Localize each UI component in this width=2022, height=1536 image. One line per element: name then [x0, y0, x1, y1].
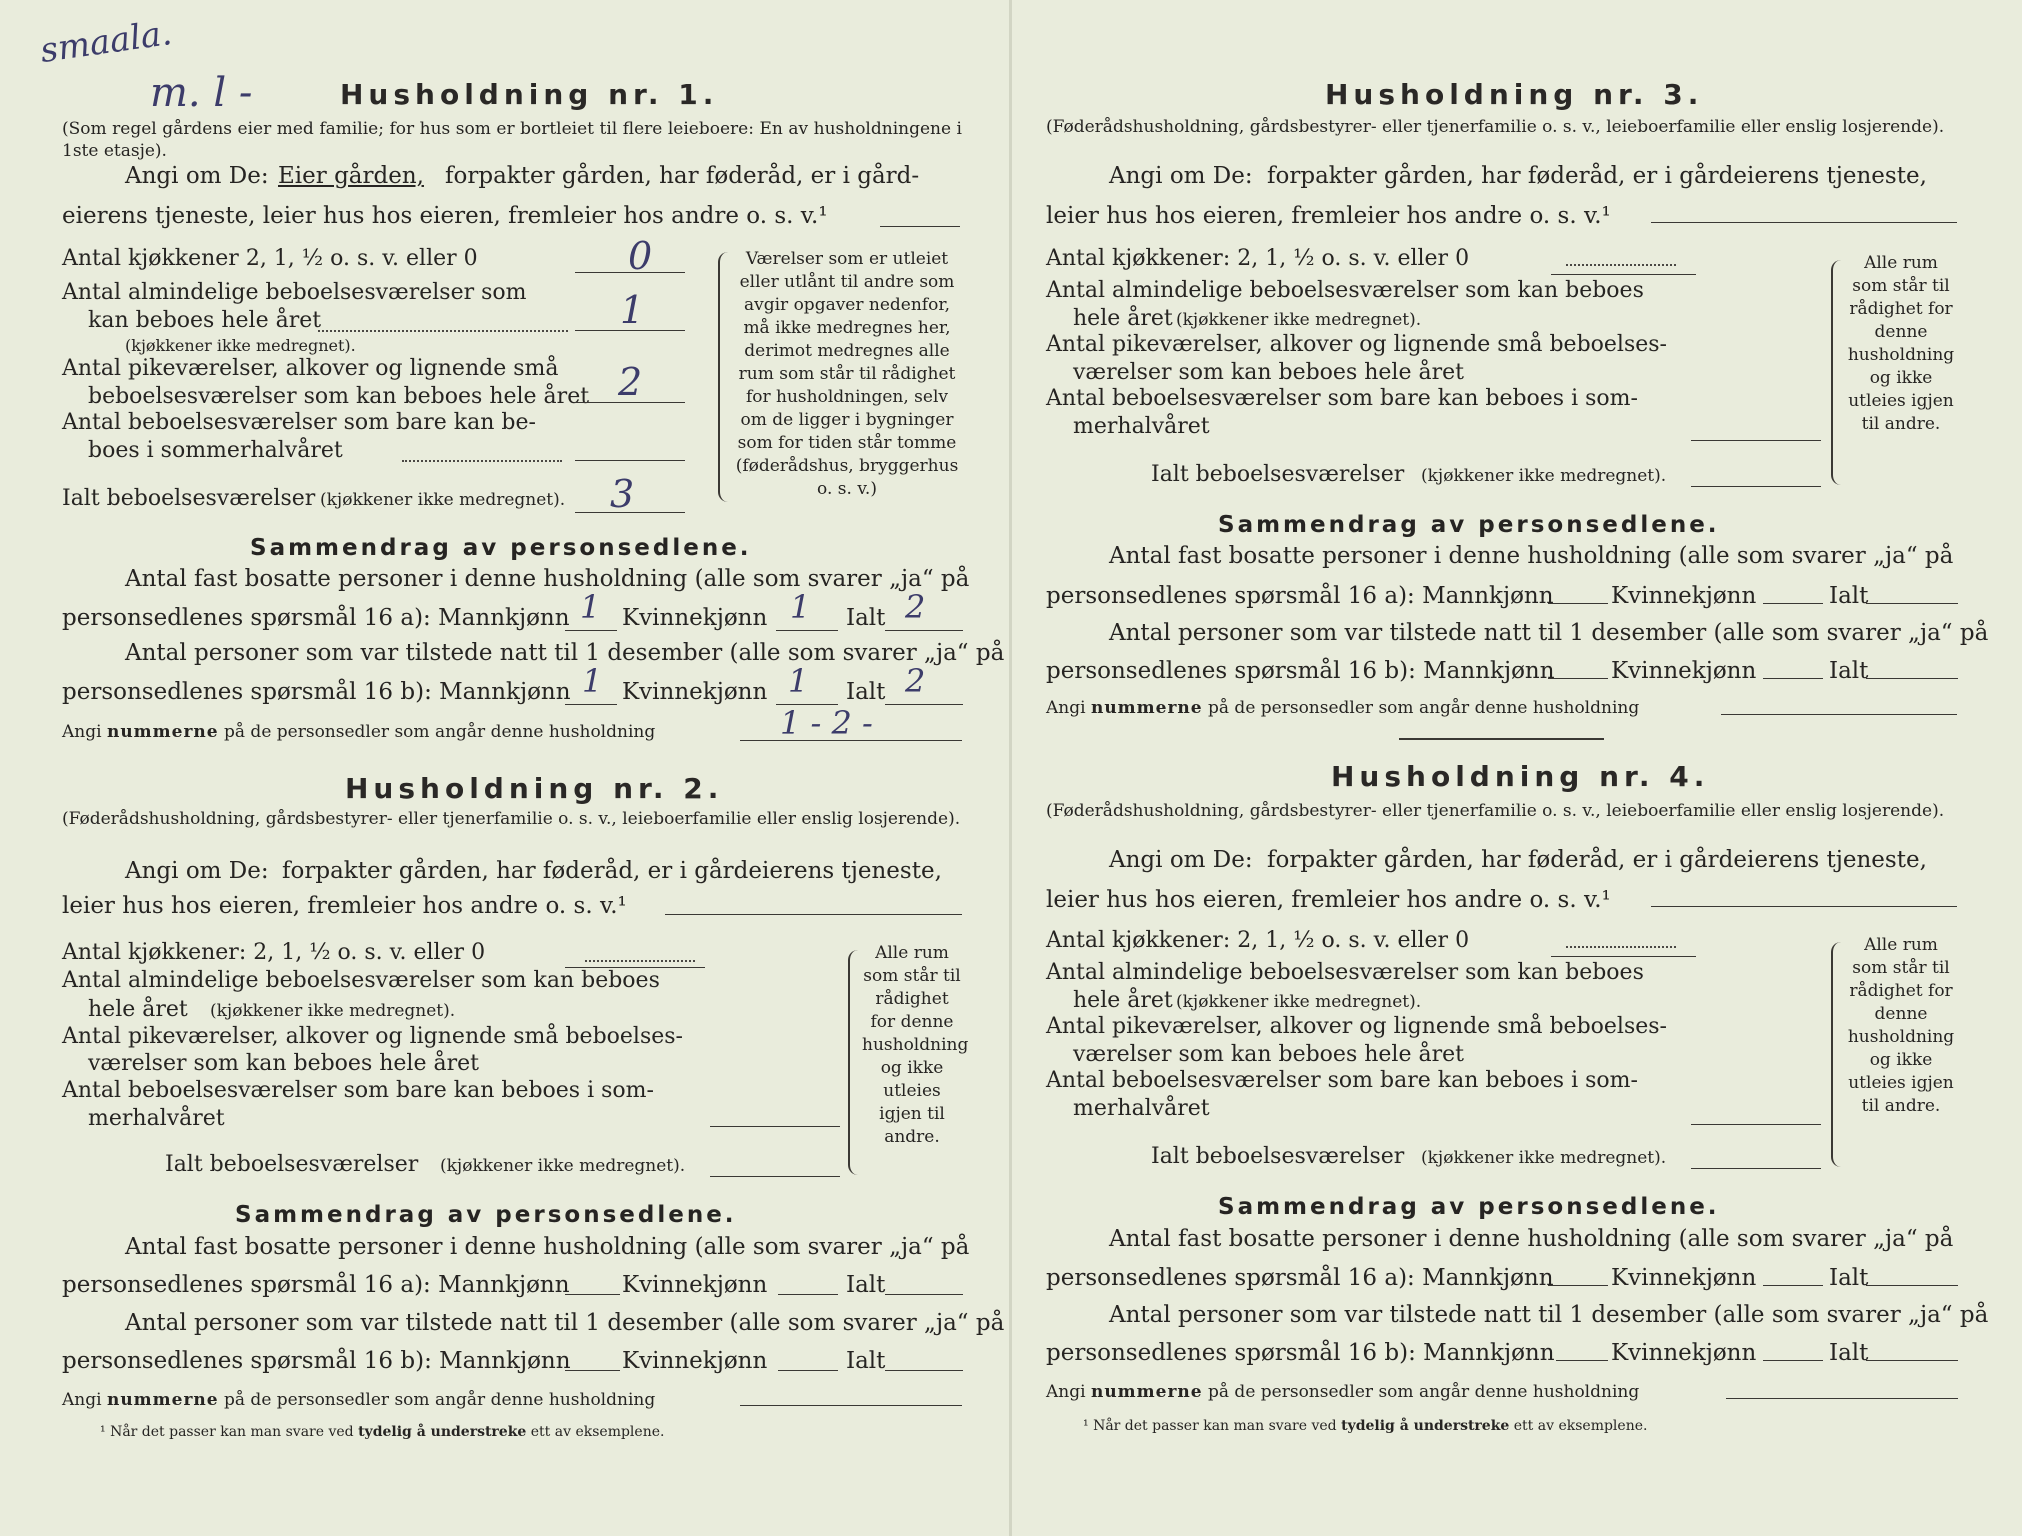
- h1-alm-2: kan beboes hele året: [88, 308, 322, 333]
- h1-fast-m: 1: [580, 588, 601, 626]
- h3-title: Husholdning nr. 3.: [1325, 78, 1704, 111]
- h3-sommer-2: merhalvåret: [1073, 414, 1210, 439]
- h3-sommer-1: Antal beboelsesværelser som bare kan beboes i som-: [1046, 386, 1638, 411]
- h2-sommer-2: merhalvåret: [88, 1106, 225, 1131]
- h1-til-m: 1: [582, 662, 603, 700]
- margin-note-second: m. l -: [150, 70, 253, 116]
- h2-alm-1: Antal almindelige beboelsesværelser som kan beboes: [62, 968, 660, 993]
- h1-ialt-label: Ialt beboelsesværelser: [62, 486, 316, 511]
- h4-pike-2: værelser som kan beboes hele året: [1073, 1042, 1464, 1067]
- h1-pike-answer: 2: [618, 360, 643, 404]
- h2-nummer-line: Angi nummerne på de personsedler som angår denne husholdning: [62, 1390, 656, 1410]
- h1-angi-rest: forpakter gården, har føderåd, er i gård-: [445, 163, 920, 189]
- h3-fast-a: Antal fast bosatte personer i denne husholdning (alle som svarer „ja“ på: [1109, 543, 1954, 569]
- h2-angi-l2: leier hus hos eieren, fremleier hos andre o. s. v.¹: [62, 893, 627, 919]
- h4-fast-b: personsedlenes spørsmål 16 a): Mannkjønn: [1046, 1265, 1554, 1291]
- h4-fast-a: Antal fast bosatte personer i denne husholdning (alle som svarer „ja“ på: [1109, 1226, 1954, 1252]
- h3-angi-cont: forpakter gården, har føderåd, er i gårdeierens tjeneste,: [1267, 163, 1927, 189]
- h1-fast-ialt: Ialt: [846, 605, 886, 631]
- h1-alm-1: Antal almindelige beboelsesværelser som: [62, 280, 527, 305]
- h2-sum-title: Sammendrag av personsedlene.: [235, 1202, 737, 1228]
- h4-pike-1: Antal pikeværelser, alkover og lignende små beboelses-: [1046, 1014, 1667, 1039]
- h1-til-b: personsedlenes spørsmål 16 b): Mannkjønn: [62, 679, 571, 705]
- h4-angi-lead: Angi om De:: [1109, 847, 1253, 873]
- h2-side-note: Alle rum som står til rådighet for denne husholdning og ikke utleies igjen til andre.: [862, 943, 969, 1147]
- h3-kjokkener: Antal kjøkkener: 2, 1, ½ o. s. v. eller 0: [1046, 246, 1470, 271]
- h4-subtitle: (Føderådshusholdning, gårdsbestyrer- eller tjenerfamilie o. s. v., leieboerfamilie eller enslig losjerende).: [1046, 801, 1945, 821]
- h1-sum-title: Sammendrag av personsedlene.: [250, 535, 752, 561]
- h1-til-a: Antal personer som var tilstede natt til 1 desember (alle som svarer „ja“ på: [125, 640, 1005, 666]
- h4-alm-2: hele året: [1073, 988, 1173, 1013]
- h1-angi-line2: eierens tjeneste, leier hus hos eieren, fremleier hos andre o. s. v.¹: [62, 203, 828, 229]
- h4-til-b: personsedlenes spørsmål 16 b): Mannkjønn: [1046, 1340, 1555, 1366]
- h4-ialt-paren: (kjøkkener ikke medregnet).: [1421, 1148, 1667, 1168]
- h4-angi-cont: forpakter gården, har føderåd, er i gårdeierens tjeneste,: [1267, 847, 1927, 873]
- h1-title: Husholdning nr. 1.: [340, 78, 719, 111]
- h1-angi-lead: Angi om De:: [125, 163, 269, 189]
- h1-til-kvinne: Kvinnekjønn: [622, 679, 768, 705]
- h3-angi-lead: Angi om De:: [1109, 163, 1253, 189]
- h3-alm-1: Antal almindelige beboelsesværelser som kan beboes: [1046, 278, 1644, 303]
- h4-til-kvinne: Kvinnekjønn: [1611, 1340, 1757, 1366]
- h2-alm-2: hele året: [88, 997, 188, 1022]
- h1-fast-b: personsedlenes spørsmål 16 a): Mannkjønn: [62, 605, 570, 631]
- h4-ialt-label: Ialt beboelsesværelser: [1151, 1144, 1405, 1169]
- h2-subtitle: (Føderådshusholdning, gårdsbestyrer- eller tjenerfamilie o. s. v., leieboerfamilie eller enslig losjerende).: [62, 809, 961, 829]
- h2-til-kvinne: Kvinnekjønn: [622, 1348, 768, 1374]
- h3-fast-b: personsedlenes spørsmål 16 a): Mannkjønn: [1046, 583, 1554, 609]
- h1-til-ialt-answer: 2: [905, 662, 926, 700]
- h1-subtitle: (Som regel gårdens eier med familie; for hus som er bortleiet til flere leieboere: En av husholdningene i 1ste etasje).: [62, 119, 962, 161]
- h2-angi-lead: Angi om De:: [125, 858, 269, 884]
- h3-fast-ialt: Ialt: [1829, 583, 1869, 609]
- h4-side-note: Alle rum som står til rådighet for denne husholdning og ikke utleies igjen til andre.: [1847, 935, 1955, 1116]
- h1-angi-eier: Eier gården,: [278, 163, 424, 189]
- h1-fast-a: Antal fast bosatte personer i denne husholdning (alle som svarer „ja“ på: [125, 566, 970, 592]
- h2-ialt-label: Ialt beboelsesværelser: [165, 1152, 419, 1177]
- h1-sommer-2: boes i sommerhalvåret: [88, 438, 343, 463]
- h1-nummer-answer: 1 - 2 -: [780, 704, 873, 742]
- h3-angi-l2: leier hus hos eieren, fremleier hos andre o. s. v.¹: [1046, 203, 1611, 229]
- footnote-right: ¹ Når det passer kan man svare ved tydelig å understreke ett av eksemplene.: [1083, 1418, 1648, 1434]
- h3-subtitle: (Føderådshusholdning, gårdsbestyrer- eller tjenerfamilie o. s. v., leieboerfamilie eller enslig losjerende).: [1046, 117, 1945, 137]
- h2-pike-1: Antal pikeværelser, alkover og lignende små beboelses-: [62, 1024, 683, 1049]
- h3-sum-title: Sammendrag av personsedlene.: [1218, 512, 1720, 538]
- h1-kjokkener-answer: 0: [628, 234, 653, 278]
- h3-fast-kvinne: Kvinnekjønn: [1611, 583, 1757, 609]
- h4-kjokkener: Antal kjøkkener: 2, 1, ½ o. s. v. eller 0: [1046, 928, 1470, 953]
- h1-alm-answer: 1: [620, 288, 645, 332]
- h2-fast-ialt: Ialt: [846, 1272, 886, 1298]
- h2-title: Husholdning nr. 2.: [345, 772, 724, 805]
- h4-title: Husholdning nr. 4.: [1331, 760, 1710, 793]
- h4-til-ialt: Ialt: [1829, 1340, 1869, 1366]
- h4-alm-2b: (kjøkkener ikke medregnet).: [1176, 992, 1422, 1012]
- h1-alm-3: (kjøkkener ikke medregnet).: [125, 336, 356, 355]
- h4-fast-kvinne: Kvinnekjønn: [1611, 1265, 1757, 1291]
- h2-til-a: Antal personer som var tilstede natt til 1 desember (alle som svarer „ja“ på: [125, 1310, 1005, 1336]
- h1-pike-1: Antal pikeværelser, alkover og lignende små: [62, 356, 559, 381]
- margin-note-top: smaala.: [37, 12, 175, 72]
- h3-ialt-paren: (kjøkkener ikke medregnet).: [1421, 466, 1667, 486]
- h4-til-a: Antal personer som var tilstede natt til 1 desember (alle som svarer „ja“ på: [1109, 1302, 1989, 1328]
- h2-angi-cont: forpakter gården, har føderåd, er i gårdeierens tjeneste,: [282, 858, 942, 884]
- h1-ialt-paren: (kjøkkener ikke medregnet).: [320, 490, 566, 510]
- h2-til-ialt: Ialt: [846, 1348, 886, 1374]
- h1-pike-2: beboelsesværelser som kan beboes hele året: [88, 384, 590, 409]
- h4-fast-ialt: Ialt: [1829, 1265, 1869, 1291]
- h1-til-k: 1: [788, 662, 809, 700]
- h4-sum-title: Sammendrag av personsedlene.: [1218, 1194, 1720, 1220]
- h3-alm-2: hele året: [1073, 306, 1173, 331]
- footnote-left: ¹ Når det passer kan man svare ved tydelig å understreke ett av eksemplene.: [100, 1424, 665, 1440]
- h1-fast-kvinne: Kvinnekjønn: [622, 605, 768, 631]
- h4-nummer-line: Angi nummerne på de personsedler som angår denne husholdning: [1046, 1382, 1640, 1402]
- h3-alm-2b: (kjøkkener ikke medregnet).: [1176, 310, 1422, 330]
- h4-alm-1: Antal almindelige beboelsesværelser som kan beboes: [1046, 960, 1644, 985]
- h2-fast-b: personsedlenes spørsmål 16 a): Mannkjønn: [62, 1272, 570, 1298]
- h3-til-ialt: Ialt: [1829, 658, 1869, 684]
- h3-ialt-label: Ialt beboelsesværelser: [1151, 462, 1405, 487]
- h3-til-kvinne: Kvinnekjønn: [1611, 658, 1757, 684]
- h2-ialt-paren: (kjøkkener ikke medregnet).: [440, 1156, 686, 1176]
- right-page: [1011, 0, 2022, 1536]
- h1-sommer-1: Antal beboelsesværelser som bare kan be-: [62, 410, 536, 435]
- h3-til-a: Antal personer som var tilstede natt til 1 desember (alle som svarer „ja“ på: [1109, 620, 1989, 646]
- h3-til-b: personsedlenes spørsmål 16 b): Mannkjønn: [1046, 658, 1555, 684]
- h1-fast-ialt-answer: 2: [905, 588, 926, 626]
- h4-angi-l2: leier hus hos eieren, fremleier hos andre o. s. v.¹: [1046, 887, 1611, 913]
- h3-pike-2: værelser som kan beboes hele året: [1073, 360, 1464, 385]
- h3-pike-1: Antal pikeværelser, alkover og lignende små beboelses-: [1046, 332, 1667, 357]
- h2-pike-2: værelser som kan beboes hele året: [88, 1051, 479, 1076]
- h4-sommer-2: merhalvåret: [1073, 1096, 1210, 1121]
- h2-kjokkener: Antal kjøkkener: 2, 1, ½ o. s. v. eller 0: [62, 940, 486, 965]
- h3-side-note: Alle rum som står til rådighet for denne husholdning og ikke utleies igjen til andre.: [1847, 253, 1955, 434]
- h1-nummer-line: Angi nummerne på de personsedler som angår denne husholdning: [62, 722, 656, 742]
- h1-fast-k: 1: [790, 588, 811, 626]
- h2-til-b: personsedlenes spørsmål 16 b): Mannkjønn: [62, 1348, 571, 1374]
- h2-alm-2b: (kjøkkener ikke medregnet).: [210, 1001, 456, 1021]
- h1-side-note: Værelser som er utleiet eller utlånt til andre som avgir opgaver nedenfor, må ikke medregnes her, derimot medregnes alle rum som står til rådighet for husholdningen, selv om de ligger i bygninger som for tiden står tomme (føderådshus, bryggerhus o. s. v.): [735, 249, 959, 499]
- h3-nummer-line: Angi nummerne på de personsedler som angår denne husholdning: [1046, 698, 1640, 718]
- h1-til-ialt: Ialt: [846, 679, 886, 705]
- h1-kjokkener-label: Antal kjøkkener 2, 1, ½ o. s. v. eller 0: [62, 246, 478, 271]
- h2-fast-kvinne: Kvinnekjønn: [622, 1272, 768, 1298]
- h1-ialt-answer: 3: [610, 472, 635, 516]
- section-divider: [1399, 738, 1604, 740]
- h2-fast-a: Antal fast bosatte personer i denne husholdning (alle som svarer „ja“ på: [125, 1234, 970, 1260]
- h4-sommer-1: Antal beboelsesværelser som bare kan beboes i som-: [1046, 1068, 1638, 1093]
- h2-sommer-1: Antal beboelsesværelser som bare kan beboes i som-: [62, 1078, 654, 1103]
